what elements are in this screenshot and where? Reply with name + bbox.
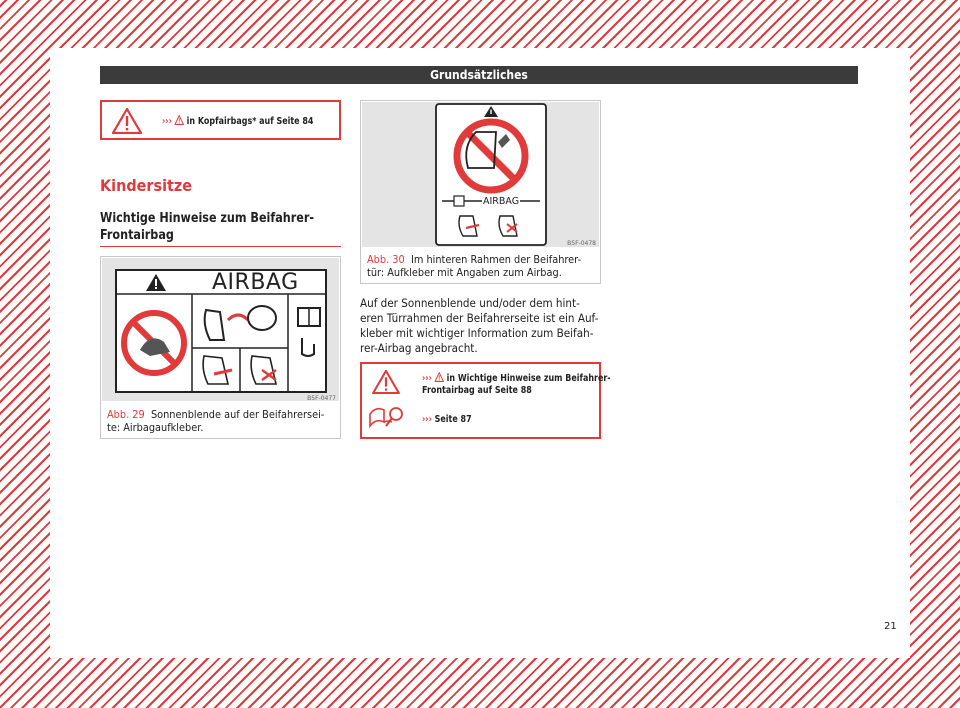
figure-29-caption-line-1: Sonnenblende auf der Beifahrersei- (150, 409, 325, 421)
figure-30 (360, 100, 601, 284)
page-number: 21 (884, 621, 897, 632)
figure-29-sticker-label: AIRBAG (212, 270, 299, 295)
bottom-warning-link-2[interactable]: Seite 87 (431, 414, 472, 425)
section-title: Kindersitze (100, 176, 193, 195)
top-warning-link[interactable]: in Kopfairbags* auf Seite 84 (183, 116, 314, 127)
subtitle-line-2: Frontairbag (100, 228, 174, 243)
top-warning-box (100, 100, 341, 140)
subtitle-divider (100, 246, 341, 247)
figure-29-caption (107, 409, 324, 435)
body-line-4: rer-Airbag angebracht. (360, 342, 478, 355)
bottom-warning-text-2[interactable] (422, 414, 472, 426)
airbag-door-sticker-image (362, 102, 599, 247)
small-warning-icon (175, 115, 184, 125)
figure-30-caption-line-1: Im hinteren Rahmen der Beifahrer- (410, 254, 582, 266)
body-line-2: eren Türrahmen der Beifahrerseite ist ein Auf- (360, 312, 599, 325)
section-subtitle (100, 210, 314, 244)
body-line-1: Auf der Sonnenblende und/oder dem hint- (360, 297, 580, 310)
top-warning-text[interactable] (162, 115, 313, 128)
figure-29-label: Abb. 29 (107, 409, 145, 421)
book-magnifier-icon (368, 406, 406, 430)
warning-icon (372, 370, 400, 394)
bottom-warning-link-1[interactable]: in Wichtige Hinweise zum Beifahrer- (443, 373, 611, 384)
bottom-warning-box (360, 362, 611, 439)
body-line-3: kleber mit wichtiger Information zum Beifah- (360, 327, 594, 340)
more-arrows: ››› (162, 116, 172, 127)
figure-29-caption-line-2: te: Airbagaufkleber. (107, 422, 204, 434)
body-paragraph (360, 296, 598, 356)
small-warning-icon (435, 372, 444, 382)
bottom-warning-text-1[interactable] (422, 372, 611, 397)
figure-30-image (362, 102, 599, 247)
more-arrows-2: ››› (422, 414, 432, 425)
figure-30-label: Abb. 30 (367, 254, 405, 266)
more-arrows: ››› (422, 373, 432, 384)
bottom-warning-link-1-cont[interactable]: Frontairbag auf Seite 88 (422, 385, 532, 396)
figure-29-image (102, 258, 339, 401)
figure-30-caption (367, 254, 581, 280)
header-title: Grundsätzliches (430, 68, 528, 82)
warning-icon (112, 108, 142, 134)
figure-29 (100, 256, 341, 439)
figure-30-sticker-label: AIRBAG (483, 196, 520, 207)
figure-30-code: B5F-0478 (567, 240, 596, 247)
figure-30-caption-line-2: tür: Aufkleber mit Angaben zum Airbag. (367, 267, 562, 279)
figure-29-code: B5F-0477 (307, 395, 336, 402)
subtitle-line-1: Wichtige Hinweise zum Beifahrer- (100, 211, 314, 226)
